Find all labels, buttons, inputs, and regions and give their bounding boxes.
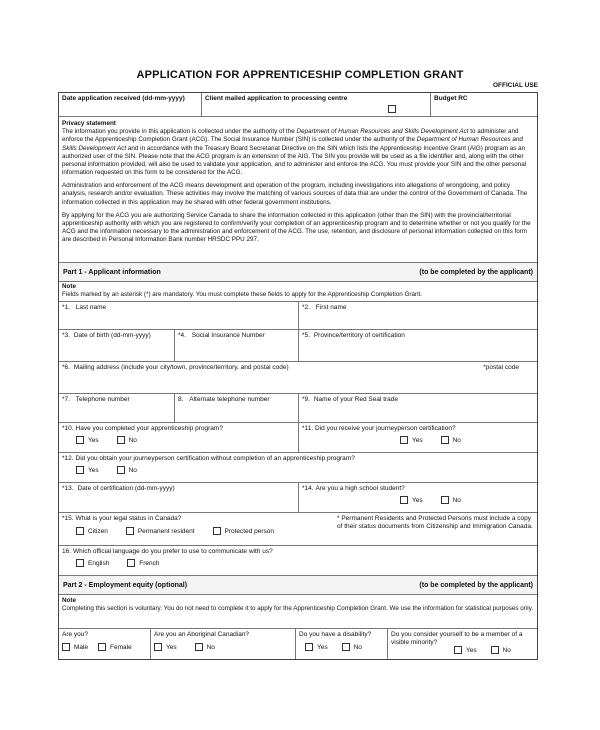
part2-note-right: (to be completed by the applicant) bbox=[419, 581, 533, 589]
application-form bbox=[58, 92, 538, 660]
part1-note-text: Fields marked by an asterisk (*) are mandatory. You must complete these fields to apply for the Apprenticeship Completion Grant. bbox=[62, 291, 423, 299]
red-seal-label: Name of your Red Seal trade bbox=[313, 396, 399, 403]
privacy-paragraph-2: Administration and enforcement of the ACG means development and operation of the program, including investigations into allegations of wrongdoing, and policy analysis, research and/or evaluation. These activities may involve the matching of various sources of data that are under the control of the Government of Canada. The information collected in this application may be shared with other federal government institutions. bbox=[62, 182, 528, 206]
female-checkbox[interactable] bbox=[98, 643, 106, 651]
q14-no-checkbox[interactable] bbox=[441, 496, 449, 504]
q12-row bbox=[59, 453, 537, 483]
q14-yes-checkbox[interactable] bbox=[400, 496, 408, 504]
q16-row bbox=[59, 546, 537, 576]
certification-date-field[interactable]: *13. Date of certification (dd-mm-yyyy) bbox=[59, 483, 299, 512]
privacy-heading: Privacy statement bbox=[62, 120, 116, 127]
english-checkbox[interactable] bbox=[76, 559, 84, 567]
last-name-field[interactable]: *1. Last name bbox=[59, 302, 299, 329]
privacy-paragraph-1: The information you provide in this application is collected under the authority of the Department of Human Resources and Skills Development Act to administer and enforce the Apprenticeship Completion Grant (ACG). The Social Insurance Number (SIN) is collected under the authority of the Department of Human Resources and Skills Development Act and in accordance with the Treasury Board Secretariat Directive on the SIN which lists the Apprenticeship Incentive Grant (AIG) program as an authorized user of the SIN. Please note that the ACG program is an extension of the AIG. The SIN you provide will be used as a file identifier and, along with the other personal information provided, will also be used to validate your application, and to administer and enforce the ACG. You must provide your SIN and the other personal information requested on this form to be considered for the ACG. bbox=[62, 128, 527, 177]
aboriginal-no-checkbox[interactable] bbox=[195, 643, 203, 651]
q11-label: Did you receive your journeyperson certification? bbox=[315, 425, 456, 432]
equity-row bbox=[59, 629, 537, 659]
male-checkbox[interactable] bbox=[62, 643, 70, 651]
part2-note bbox=[59, 595, 537, 629]
date-received-label: Date application received (dd-mm-yyyy) bbox=[62, 95, 185, 102]
minority-yes-checkbox[interactable] bbox=[454, 646, 462, 654]
sin-label: Social Insurance Number bbox=[191, 332, 265, 339]
postal-code-label: *postal code bbox=[483, 364, 519, 371]
page-title: APPLICATION FOR APPRENTICESHIP COMPLETION GRANT bbox=[136, 69, 464, 81]
q12-yes-checkbox[interactable] bbox=[76, 466, 84, 474]
q10: *10. Have you completed your apprenticeship program? Yes No bbox=[59, 423, 299, 452]
q13-label: Date of certification (dd-mm-yyyy) bbox=[77, 485, 175, 492]
part1-note bbox=[59, 282, 537, 302]
part2-note-text: Completing this section is voluntary. You do not need to complete it to apply for the Apprenticeship Completion Grant. We use the information for statistical purposes only. bbox=[62, 605, 534, 613]
q11-yes-checkbox[interactable] bbox=[400, 436, 408, 444]
aboriginal-yes-checkbox[interactable] bbox=[154, 643, 162, 651]
q14: *14. Are you a high school student? Yes No bbox=[302, 485, 461, 504]
office-use-row bbox=[59, 93, 537, 117]
part1-title: Part 1 - Applicant information bbox=[63, 268, 161, 276]
address-row bbox=[59, 362, 537, 394]
q12: *12. Did you obtain your journeyperson certification without completion of an apprenticeship program? Yes No bbox=[62, 455, 355, 474]
privacy-statement bbox=[59, 117, 537, 263]
dob-label: Date of birth (dd-mm-yyyy) bbox=[73, 332, 151, 339]
first-name-field[interactable]: *2. First name bbox=[302, 304, 347, 311]
q10-no-checkbox[interactable] bbox=[117, 436, 125, 444]
telephone-label: Telephone number bbox=[75, 396, 130, 403]
q10-yes-checkbox[interactable] bbox=[76, 436, 84, 444]
province-field[interactable]: *5. Province/territory of certification bbox=[302, 332, 405, 339]
client-mailed-checkbox[interactable] bbox=[388, 105, 396, 113]
sin-field[interactable]: *4. Social Insurance Number bbox=[175, 330, 299, 361]
gender-question: Are you? Male Female bbox=[59, 629, 151, 659]
date-of-birth-field[interactable]: *3. Date of birth (dd-mm-yyyy) bbox=[59, 330, 175, 361]
q15-note: * Permanent Residents and Protected Persons must include a copy of their status documents from Citizenship and Immigration Canada. bbox=[337, 515, 533, 531]
q16-label: Which official language do you prefer to use to communicate with us? bbox=[73, 548, 273, 555]
province-label: Province/territory of certification bbox=[313, 332, 405, 339]
part1-heading bbox=[59, 263, 537, 282]
disability-question: Do you have a disability? Yes No bbox=[296, 629, 388, 659]
name-row bbox=[59, 302, 537, 330]
client-mailed-label: Client mailed application to processing centre bbox=[205, 95, 348, 102]
q14-label: Are you a high school student? bbox=[315, 485, 405, 492]
french-checkbox[interactable] bbox=[127, 559, 135, 567]
q13-q14-row bbox=[59, 483, 537, 513]
q11: *11. Did you receive your journeyperson certification? Yes No bbox=[302, 425, 461, 444]
privacy-paragraph-3: By applying for the ACG you are authorizing Service Canada to share the information collected in this application (other than the SIN) with the provincial/territorial apprenticeship authority with which you are registered to confirm/verify your completion of an apprenticeship program and to determine whether or not you qualify for the ACG and the information necessary to the administration and enforcement of the ACG. The use, retention, and disclosure of personal information collected on this form are described in Personal Information Bank number HRSDC PPU 297. bbox=[62, 211, 531, 244]
aboriginal-question: Are you an Aboriginal Canadian? Yes No bbox=[151, 629, 296, 659]
alt-telephone-field[interactable]: 8. Alternate telephone number bbox=[175, 394, 299, 422]
q10-label: Have you completed your apprenticeship program? bbox=[75, 425, 223, 432]
official-use-label: OFFICIAL USE bbox=[492, 82, 538, 89]
budget-rc-label: Budget RC bbox=[434, 95, 468, 102]
protected-person-checkbox[interactable] bbox=[213, 527, 221, 535]
first-name-label: First name bbox=[315, 304, 347, 311]
q15-row bbox=[59, 513, 537, 546]
minority-label: Do you consider yourself to be a member of a visible minority? bbox=[391, 631, 523, 646]
minority-question: Do you consider yourself to be a member of a visible minority? Yes No bbox=[388, 629, 537, 659]
q11-no-checkbox[interactable] bbox=[441, 436, 449, 444]
part1-note-title: Note bbox=[62, 283, 76, 290]
telephone-field[interactable]: *7. Telephone number bbox=[59, 394, 175, 422]
last-name-label: Last name bbox=[75, 304, 107, 311]
part2-heading bbox=[59, 576, 537, 595]
alt-telephone-label: Alternate telephone number bbox=[189, 396, 270, 403]
minority-no-checkbox[interactable] bbox=[491, 646, 499, 654]
phone-row bbox=[59, 394, 537, 423]
part2-note-title: Note bbox=[62, 597, 76, 604]
part2-title: Part 2 - Employment equity (optional) bbox=[63, 581, 188, 589]
gender-label: Are you? bbox=[62, 631, 89, 638]
q15-label: What is your legal status in Canada? bbox=[75, 515, 182, 522]
disability-yes-checkbox[interactable] bbox=[305, 643, 313, 651]
part1-note-right: (to be completed by the applicant) bbox=[419, 268, 533, 276]
q10-q11-row bbox=[59, 423, 537, 453]
aboriginal-label: Are you an Aboriginal Canadian? bbox=[154, 631, 250, 638]
birth-sin-row bbox=[59, 330, 537, 362]
citizen-checkbox[interactable] bbox=[76, 527, 84, 535]
q16: 16. Which official language do you prefer to use to communicate with us? English French bbox=[62, 548, 273, 567]
disability-no-checkbox[interactable] bbox=[342, 643, 350, 651]
q12-no-checkbox[interactable] bbox=[117, 466, 125, 474]
mailing-address-field[interactable]: *6. Mailing address (include your city/town, province/territory, and postal code) *postal code bbox=[62, 364, 519, 371]
address-label: Mailing address (include your city/town, province/territory, and postal code) bbox=[73, 364, 289, 371]
q15: *15. What is your legal status in Canada? Citizen Permanent resident Protected person * Permanent Residents and Protected Persons must include a copy of their status documents from Citizenship and Immigration Canada. bbox=[62, 515, 533, 535]
red-seal-field[interactable]: *9. Name of your Red Seal trade bbox=[302, 396, 399, 403]
q12-label: Did you obtain your journeyperson certification without completion of an apprenticeship program? bbox=[75, 455, 355, 462]
disability-label: Do you have a disability? bbox=[299, 631, 372, 638]
permanent-resident-checkbox[interactable] bbox=[126, 527, 134, 535]
